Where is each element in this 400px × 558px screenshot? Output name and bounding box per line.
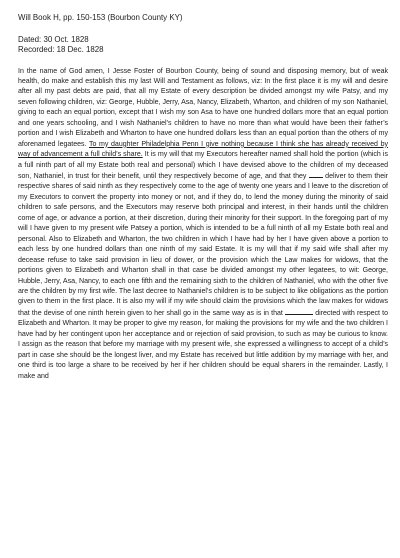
- blank-line: [285, 308, 313, 315]
- will-text-part-4: directed with respect to Elizabeth and Wharton. It may be proper to give my reason, for making the provisions for my wife and the two children I have had by her contingent upon her acceptance and or rejection of said provision, to such as may be curious to know. I assign as the reason that before my marriage with my present wife, she expressed a willingness to accept of a child’s part in case she should be the longest liver, and my Estate has received but little addition by my marriage with her, and one third is too large a share to be received by her if her children should be equal sharers in the remainder. Lastly, I make and: [18, 309, 388, 380]
- source-citation: Will Book H, pp. 150-153 (Bourbon County KY): [18, 13, 183, 22]
- spacer: [18, 56, 388, 67]
- will-text-part-1: In the name of God amen, I Jesse Foster of Bourbon County, being of sound and disposing memory, but of weak health, do make and establish this my last Will and Testament as follows, viz: In the first place it is my will and desire after all my past debts are paid, that all my Estate of every description be divided amongst my wife Patsy, and my seven following children, viz: George, Hubble, Jerry, Asa, Nancy, Elizabeth, Wharton, and children of my son Nathaniel, giving to each an equal portion, except that I wish my son Asa to have one hundred dollars more that an equal portion and one years schooling, and I wish Nathaniel’s children to have no more than what would have been their father’s portion and I wish Elizabeth and Wharton to have one hundred dollars less than an equal portion than the others of my aforenamed legatees.: [18, 67, 388, 148]
- will-text-part-2: It is my will that my Executors hereafter named shall hold the portion (which is a full ninth part of all my Estate both real and personal) which I have devised above to the children of my deceased son, Nathaniel, in trust for their benefit, until they respectively become of age, and that they: [18, 151, 388, 181]
- dated-line: Dated: 30 Oct. 1828: [18, 34, 89, 44]
- will-text-part-3: deliver to them their respective shares of said ninth as they respectively come to the age of twenty one years and I leave to the discretion of my Executors to convert the property into money or not, and if they do, to lend the money during the minority of said children to safe persons, and the Executors may reserve both principal and interest, in their hands until the children come of age, or advance a portion, at their discretion, during their minority for their support. In the foregoing part of my will I have given to my present wife Patsey a portion, which is intended to be a full ninth of all my Estate both real and personal. Also to Elizabeth and Wharton, the two children in which I have had by her I have given above a portion to each less by one hundred dollars than one ninth of my said Estate. It is my will that if my said wife shall after my decease refuse to take said provision in lieu of dower, or the provision which the Law makes for widows, that the portions given to Elizabeth and Wharton shall in that case be divided amongst my other legatees, to wit: George, Hubble, Jerry, Asa, Nancy, to each one fifth and the remaining sixth to the children of Nathaniel, who with the other five are the children by my first wife. The last decree to Nathaniel’s children is to be subject to like obligations as the portion given to them in the first place. It is also my will if my wife should claim the provisions which the law makes for widows that the devise of one ninth herein given to her shall go in the same way as is in that: [18, 173, 388, 317]
- will-text-underlined: To my daughter Philadelphia Penn I give nothing because I think she has already received by way of advancement a full child’s share.: [18, 140, 388, 159]
- spacer: [18, 24, 388, 35]
- recorded-line: Recorded: 18 Dec. 1828: [18, 45, 104, 54]
- will-body-text: [18, 67, 388, 383]
- blank-line: [309, 171, 323, 178]
